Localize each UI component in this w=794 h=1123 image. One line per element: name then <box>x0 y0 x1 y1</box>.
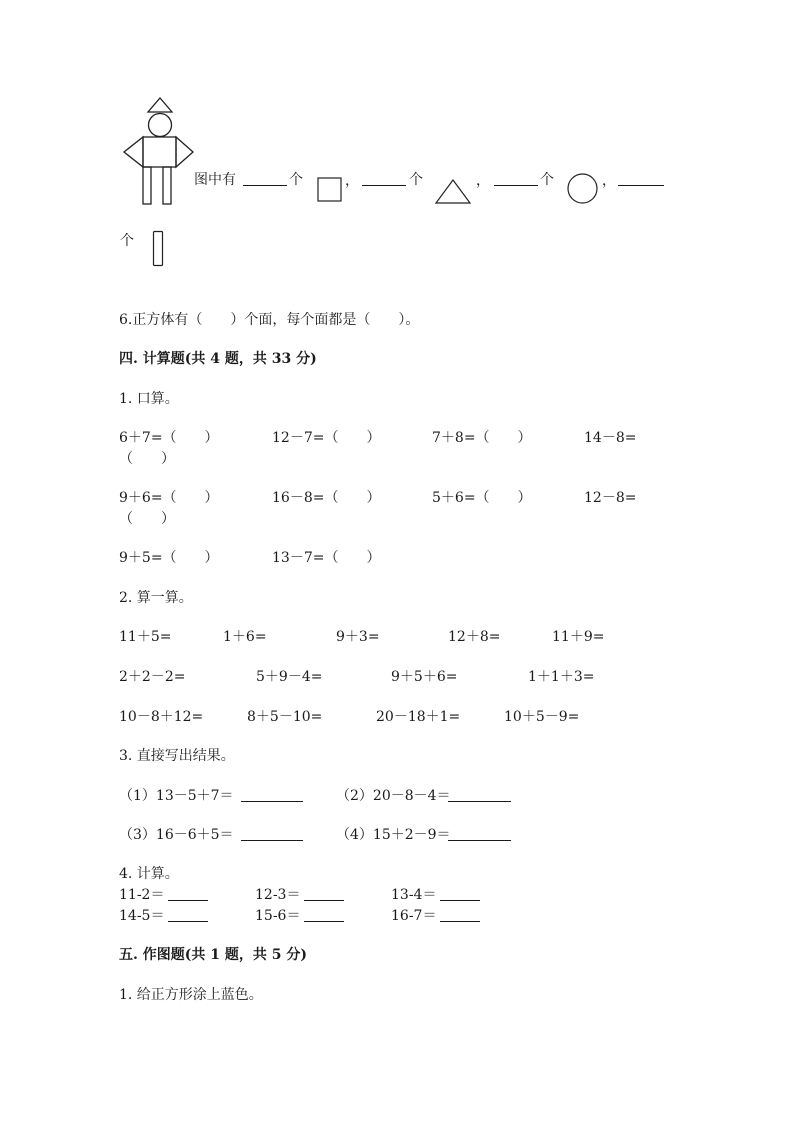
oral-calc-item-wrap: （ ） <box>119 511 175 527</box>
robot-head-circle <box>149 114 172 137</box>
q3-title: 3. 直接写出结果。 <box>119 748 235 764</box>
figure-unit-3: 个 <box>540 172 554 188</box>
calc-item: 8＋5－10= <box>247 709 323 725</box>
subtract-item: 13-4＝ <box>391 887 437 903</box>
answer-blank[interactable] <box>440 887 480 901</box>
calc-item: 10＋5－9= <box>504 709 580 725</box>
section-5-title: 五. 作图题(共 1 题，共 5 分) <box>119 947 307 963</box>
oral-calc-item: 14－8= <box>584 430 637 446</box>
answer-blank-rectangle[interactable] <box>618 172 664 186</box>
answer-blank-circle[interactable] <box>494 172 538 186</box>
figure-comma-1: ， <box>345 173 359 189</box>
s5-q1-title: 1. 给正方形涂上蓝色。 <box>119 987 263 1003</box>
robot-right-leg-rect <box>163 167 171 204</box>
oral-calc-item: 12－8= <box>584 490 637 506</box>
calc-item: 5＋9－4= <box>256 669 323 685</box>
figure-comma-3: ， <box>602 173 616 189</box>
oral-calc-item-wrap: （ ） <box>119 451 175 467</box>
calc-item: 2＋2－2= <box>119 669 186 685</box>
oral-calc-item: 9＋5=（ ） <box>119 550 219 566</box>
oral-calc-item: 9＋6=（ ） <box>119 490 219 506</box>
robot-left-leg-rect <box>143 167 151 204</box>
circle-shape-icon <box>566 172 600 206</box>
answer-blank-square[interactable] <box>243 172 287 186</box>
direct-result-item: （1）13－5＋7＝ <box>119 788 234 804</box>
calc-item: 9＋5＋6= <box>391 669 458 685</box>
calc-item: 11＋5= <box>119 629 172 645</box>
robot-hat-triangle <box>148 98 172 112</box>
oral-calc-item: 12－7=（ ） <box>272 430 381 446</box>
subtract-item: 16-7＝ <box>391 908 437 924</box>
q4-title: 4. 计算。 <box>119 866 179 882</box>
answer-blank[interactable] <box>241 788 303 802</box>
answer-blank[interactable] <box>304 887 344 901</box>
calc-item: 11＋9= <box>552 629 605 645</box>
figure-unit-2: 个 <box>409 172 423 188</box>
section-4-title: 四. 计算题(共 4 题，共 33 分) <box>119 351 317 367</box>
answer-blank[interactable] <box>304 908 344 922</box>
rectangle-shape-icon <box>152 230 166 268</box>
answer-blank[interactable] <box>440 908 480 922</box>
figure-unit-4: 个 <box>120 233 134 249</box>
calc-item: 9＋3= <box>336 629 380 645</box>
q2-title: 2. 算一算。 <box>119 590 193 606</box>
triangle-shape-icon <box>433 178 473 206</box>
oral-calc-item: 16－8=（ ） <box>272 490 381 506</box>
oral-calc-item: 13－7=（ ） <box>272 550 381 566</box>
oral-calc-item: 7＋8=（ ） <box>432 430 532 446</box>
q1-title: 1. 口算。 <box>119 391 179 407</box>
answer-blank[interactable] <box>168 908 208 922</box>
direct-result-item: （2）20－8－4＝ <box>336 788 451 804</box>
answer-blank-triangle[interactable] <box>362 172 406 186</box>
direct-result-item: （4）15＋2－9＝ <box>336 827 451 843</box>
figure-comma-2: ， <box>476 173 490 189</box>
oral-calc-item: 6＋7=（ ） <box>119 430 219 446</box>
calc-item: 1＋1＋3= <box>528 669 595 685</box>
answer-blank[interactable] <box>241 827 303 841</box>
subtract-item: 12-3＝ <box>255 887 301 903</box>
robot-left-arm-triangle <box>124 137 143 167</box>
answer-blank[interactable] <box>448 827 511 841</box>
subtract-item: 14-5＝ <box>119 908 165 924</box>
calc-item: 1＋6= <box>223 629 267 645</box>
answer-blank[interactable] <box>448 788 511 802</box>
direct-result-item: （3）16－6＋5＝ <box>119 827 234 843</box>
oral-calc-item: 5＋6=（ ） <box>432 490 532 506</box>
subtract-item: 11-2＝ <box>119 887 165 903</box>
robot-figure <box>118 92 198 208</box>
figure-text-prefix: 图中有 <box>194 172 236 188</box>
robot-body-square <box>143 137 176 167</box>
robot-right-arm-triangle <box>176 137 193 167</box>
question-6: 6.正方体有（ ）个面，每个面都是（ ）。 <box>119 312 420 328</box>
subtract-item: 15-6＝ <box>255 908 301 924</box>
calc-item: 20－18＋1= <box>376 709 461 725</box>
answer-blank[interactable] <box>168 887 208 901</box>
calc-item: 12＋8= <box>448 629 501 645</box>
figure-unit-1: 个 <box>289 172 303 188</box>
calc-item: 10－8＋12= <box>119 709 204 725</box>
square-shape-icon <box>317 177 343 203</box>
